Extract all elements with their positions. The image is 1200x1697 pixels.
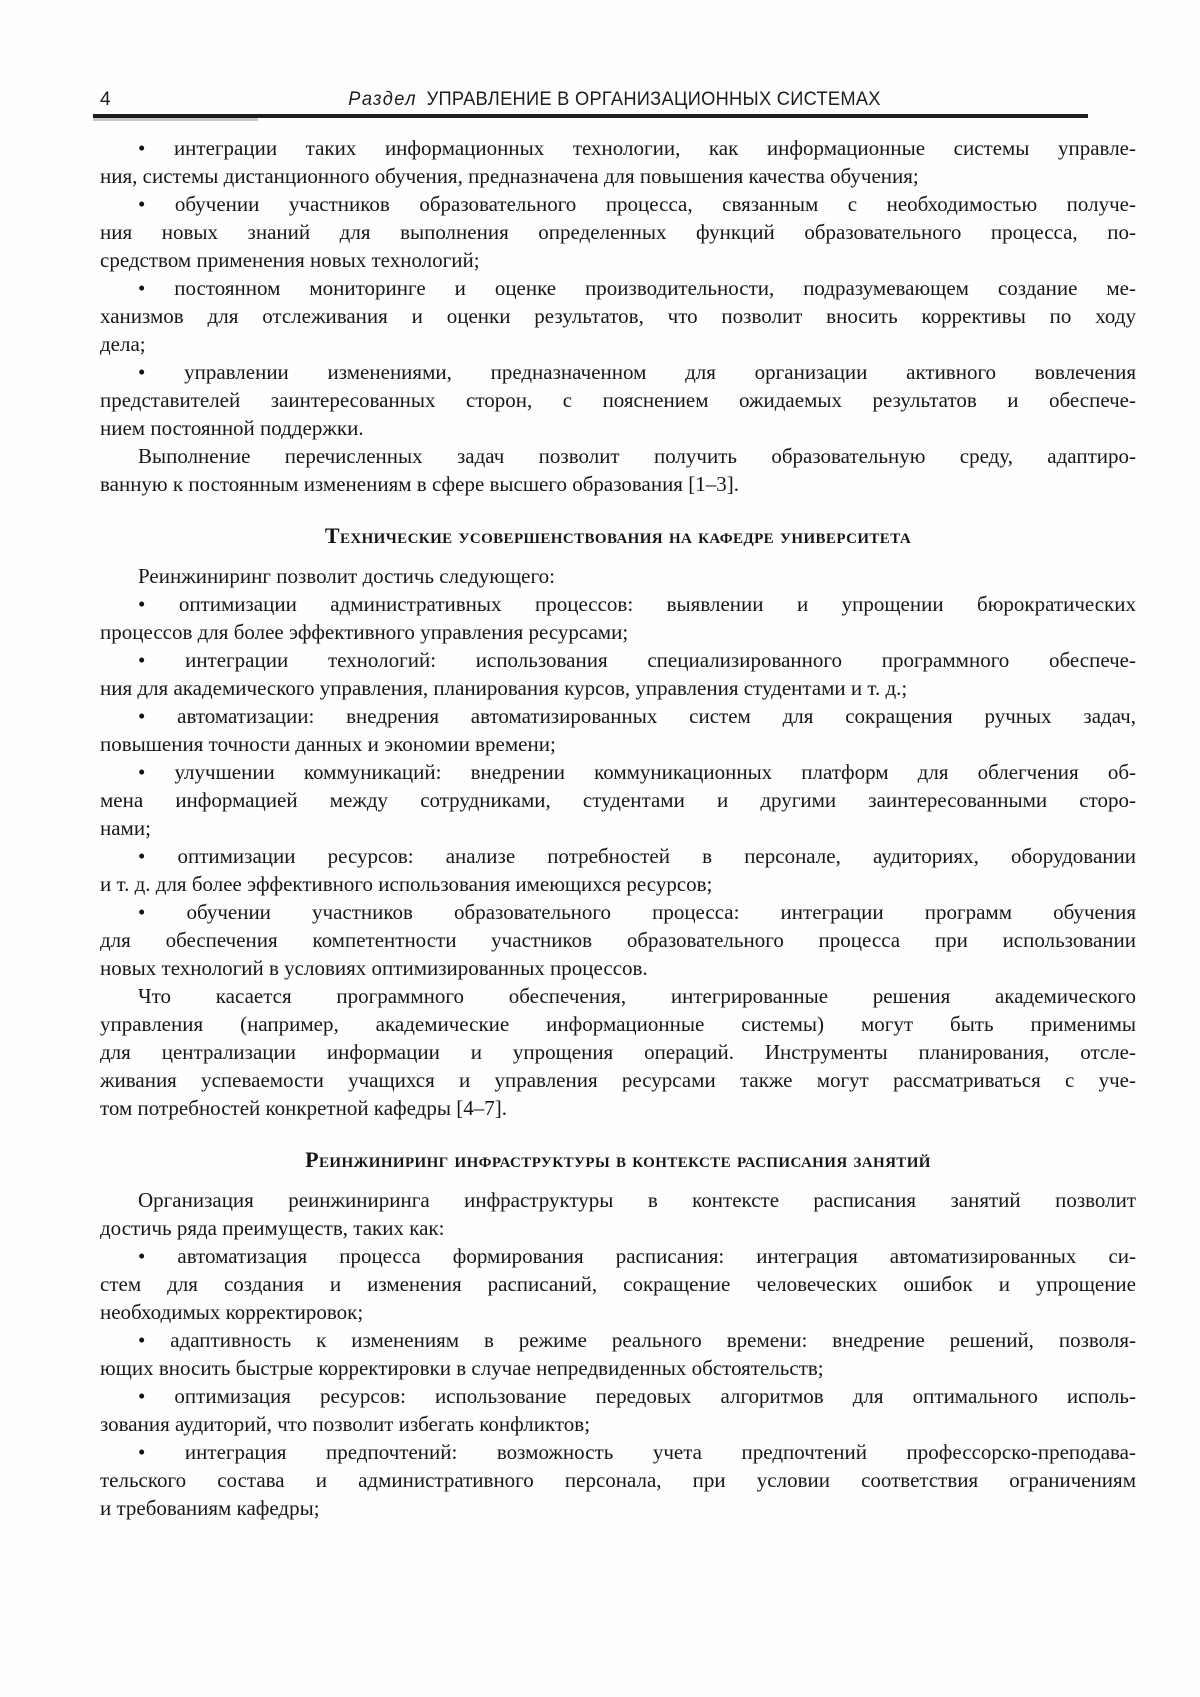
paragraph [100, 562, 1136, 590]
running-head-row [93, 88, 1088, 112]
text-line: ния для академического управления, планирования курсов, управления студентами и т. д.; [100, 676, 908, 700]
document-body [100, 134, 1136, 1522]
bullet-paragraph [100, 1438, 1136, 1522]
text-line: • автоматизации: внедрения автоматизированных систем для сокращения ручных задач, [138, 704, 1136, 728]
text-line: новых технологий в условиях оптимизированных процессов. [100, 956, 648, 980]
bullet-paragraph [100, 898, 1136, 982]
text-line: для централизации информации и упрощения операций. Инструменты планирования, отсле- [100, 1040, 1136, 1064]
bullet-paragraph [100, 758, 1136, 842]
text-line: необходимых корректировок; [100, 1300, 364, 1324]
text-line: повышения точности данных и экономии времени; [100, 732, 556, 756]
header-rule-shadow [93, 118, 258, 121]
text-line: нами; [100, 816, 151, 840]
text-line: и т. д. для более эффективного использования имеющихся ресурсов; [100, 872, 713, 896]
running-head-section-label: Раздел [348, 89, 417, 110]
text-line: нием постоянной поддержки. [100, 416, 364, 440]
bullet-paragraph [100, 1326, 1136, 1382]
text-line: стем для создания и изменения расписаний, сокращение человеческих ошибок и упрощение [100, 1272, 1136, 1296]
paragraph [100, 1186, 1136, 1242]
bullet-paragraph [100, 702, 1136, 758]
text-line: представителей заинтересованных сторон, с пояснением ожидаемых результатов и обеспече- [100, 388, 1136, 412]
paragraph [100, 442, 1136, 498]
text-line: • интеграции таких информационных технологии, как информационные системы управле- [138, 136, 1136, 160]
text-line: • управлении изменениями, предназначенном для организации активного вовлечения [138, 360, 1136, 384]
bullet-paragraph [100, 646, 1136, 702]
running-head-section-title: УПРАВЛЕНИЕ В ОРГАНИЗАЦИОННЫХ СИСТЕМАХ [426, 89, 881, 110]
text-line: • улучшении коммуникаций: внедрении коммуникационных платформ для облегчения об- [138, 760, 1136, 784]
text-line: достичь ряда преимуществ, таких как: [100, 1216, 445, 1240]
bullet-paragraph [100, 590, 1136, 646]
text-line: Реинжиниринг позволит достичь следующего: [138, 564, 555, 588]
text-line: ханизмов для отслеживания и оценки результатов, что позволит вносить коррективы по ходу [100, 304, 1136, 328]
text-line: процессов для более эффективного управления ресурсами; [100, 620, 629, 644]
bullet-paragraph [100, 190, 1136, 274]
text-line: том потребностей конкретной кафедры [4–7]. [100, 1096, 507, 1120]
header-rule [93, 114, 1088, 118]
text-line: • интеграция предпочтений: возможность учета предпочтений профессорско-преподава- [138, 1440, 1136, 1464]
running-head [137, 88, 1092, 112]
text-line: • интеграции технологий: использования специализированного программного обеспече- [138, 648, 1136, 672]
text-line: • автоматизация процесса формирования расписания: интеграция автоматизированных си- [138, 1244, 1136, 1268]
bullet-paragraph [100, 358, 1136, 442]
bullet-paragraph [100, 842, 1136, 898]
text-line: ванную к постоянным изменениям в сфере высшего образования [1–3]. [100, 472, 739, 496]
section-heading: Реинжиниринг инфраструктуры в контексте расписания занятий [305, 1147, 931, 1172]
text-line: • оптимизации ресурсов: анализе потребностей в персонале, аудиториях, оборудовании [138, 844, 1136, 868]
text-line: • обучении участников образовательного процесса, связанным с необходимостью получе- [138, 192, 1136, 216]
text-line: • оптимизации административных процессов: выявлении и упрощении бюрократических [138, 592, 1136, 616]
text-line: средством применения новых технологий; [100, 248, 480, 272]
text-line: живания успеваемости учащихся и управления ресурсами также могут рассматриваться с уче- [100, 1068, 1136, 1092]
text-line: • оптимизация ресурсов: использование передовых алгоритмов для оптимального исполь- [138, 1384, 1136, 1408]
bullet-paragraph [100, 134, 1136, 190]
text-line: ния новых знаний для выполнения определенных функций образовательного процесса, по- [100, 220, 1136, 244]
section-heading: Технические усовершенствования на кафедре университета [324, 523, 912, 548]
text-line: Организация реинжиниринга инфраструктуры в контексте расписания занятий позволит [138, 1188, 1136, 1212]
bullet-paragraph [100, 1242, 1136, 1326]
page-number: 4 [100, 89, 111, 110]
page-header [93, 88, 1088, 118]
paragraph [100, 982, 1136, 1122]
text-line: • адаптивность к изменениям в режиме реального времени: внедрение решений, позволя- [138, 1328, 1136, 1352]
text-line: управления (например, академические информационные системы) могут быть применимы [100, 1012, 1136, 1036]
text-line: зования аудиторий, что позволит избегать конфликтов; [100, 1412, 591, 1436]
bullet-paragraph [100, 274, 1136, 358]
text-line: ющих вносить быстрые корректировки в случае непредвиденных обстоятельств; [100, 1356, 824, 1380]
text-line: ния, системы дистанционного обучения, предназначена для повышения качества обучения; [100, 164, 919, 188]
text-line: Выполнение перечисленных задач позволит получить образовательную среду, адаптиро- [138, 444, 1136, 468]
text-line: и требованиям кафедры; [100, 1496, 320, 1520]
bullet-paragraph [100, 1382, 1136, 1438]
text-line: дела; [100, 332, 146, 356]
text-line: • постоянном мониторинге и оценке производительности, подразумевающем создание ме- [138, 276, 1136, 300]
text-line: мена информацией между сотрудниками, студентами и другими заинтересованными сторо- [100, 788, 1136, 812]
text-line: для обеспечения компетентности участников образовательного процесса при использовании [100, 928, 1136, 952]
text-line: тельского состава и административного персонала, при условии соответствия ограничениям [100, 1468, 1136, 1492]
text-line: Что касается программного обеспечения, интегрированные решения академического [138, 984, 1136, 1008]
text-line: • обучении участников образовательного процесса: интеграции программ обучения [138, 900, 1136, 924]
